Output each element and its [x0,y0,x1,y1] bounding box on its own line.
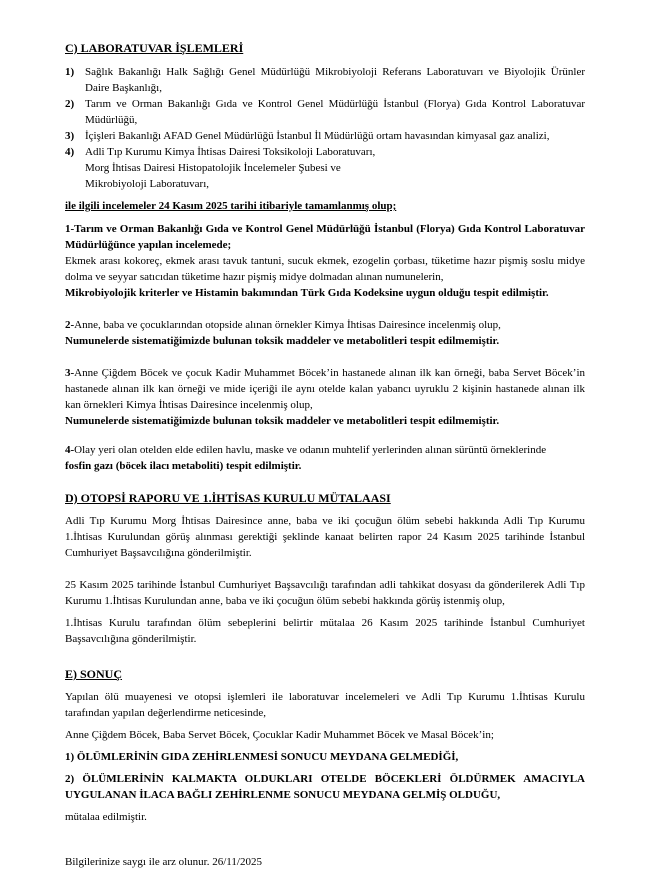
finding-4-result: fosfin gazı (böcek ilacı metaboliti) tespit edilmiştir. [65,460,302,472]
finding-1-body: Ekmek arası kokoreç, ekmek arası tavuk tantuni, sucuk ekmek, ezogelin çorbası, tüketime hazır pişmiş soslu midye dolma ve seyyar satıcıdan tüketime hazır pişmiş midye dolmadan alınan numunelerin, [65,255,585,283]
finding-3-body: 3-Anne Çiğdem Böcek ve çocuk Kadir Muhammet Böcek’in hastanede alınan ilk kan örneği, baba Servet Böcek’in hastanede alınan ilk kan örneği ve mide içeriği ile aynı otelde kalan yabancı uyruklu 2 kişinin hastanede alınan ilk kan örnekleri Kimya İhtisas Dairesince incelenmiş olup, [65,367,585,411]
completion-note: ile ilgili incelemeler 24 Kasım 2025 tarihi itibariyle tamamlanmış olup; [65,200,397,212]
finding-4-number: 4- [65,444,75,456]
list-item [65,64,585,96]
list-item [65,144,585,192]
laboratory-list [65,64,585,192]
finding-3-number: 3- [65,367,75,379]
list-item-line: Mikrobiyoloji Laboratuvarı, [85,178,210,190]
finding-4-body: 4-Olay yeri olan otelden elde edilen havlu, maske ve odanın muhtelif yerlerinden alınan sürüntü örneklerinde [65,444,547,456]
autopsy-paragraph-1: Adli Tıp Kurumu Morg İhtisas Dairesince anne, baba ve iki çocuğun ölüm sebebi hakkında Adli Tıp Kurumu 1.İhtisas Kurulundan görüş alınması gerektiği şeklinde kanaat belirten rapor 24 Kasım 2025 tarihinde İstanbul Cumhuriyet Başsavcılığına gönderilmiştir. [65,515,585,559]
list-item-number: 4) [65,146,75,158]
list-item-text: İçişleri Bakanlığı AFAD Genel Müdürlüğü İstanbul İl Müdürlüğü ortam havasından kimyasal gaz analizi, [85,130,550,142]
list-item-text: Tarım ve Orman Bakanlığı Gıda ve Kontrol Genel Müdürlüğü İstanbul (Florya) Gıda Kontrol Laboratuvar Müdürlüğü, [85,98,585,126]
finding-1-result: Mikrobiyolojik kriterler ve Histamin bakımından Türk Gıda Kodeksine uygun olduğu tespit edilmiştir. [65,287,549,299]
conclusion-subjects: Anne Çiğdem Böcek, Baba Servet Böcek, Çocuklar Kadir Muhammet Böcek ve Masal Böcek’in; [65,729,494,741]
section-d-heading: D) OTOPSİ RAPORU VE 1.İHTİSAS KURULU MÜTALAASI [65,491,391,505]
conclusion-line-2: 2) ÖLÜMLERİNİN KALMAKTA OLDUKLARI OTELDE BÖCEKLERİ ÖLDÜRMEK AMACIYLA UYGULANAN İLACA BAĞLI ZEHİRLENME SONUCU MEYDANA GELMİŞ OLDUĞU, [65,773,585,801]
finding-1-lead: 1-Tarım ve Orman Bakanlığı Gıda ve Kontrol Genel Müdürlüğü İstanbul (Florya) Gıda Kontrol Laboratuvar Müdürlüğünce yapılan incelemede; [65,223,585,251]
conclusion-line-1: 1) ÖLÜMLERİNİN GIDA ZEHİRLENMESİ SONUCU MEYDANA GELMEDİĞİ, [65,751,459,763]
finding-2-result: Numunelerde sistematiğimizde bulunan toksik maddeler ve metabolitleri tespit edilmemiştir. [65,335,500,347]
list-item-text: Sağlık Bakanlığı Halk Sağlığı Genel Müdürlüğü Mikrobiyoloji Referans Laboratuvarı ve Biyolojik Ürünler Daire Başkanlığı, [85,66,585,94]
finding-3-result: Numunelerde sistematiğimizde bulunan toksik maddeler ve metabolitleri tespit edilmemiştir. [65,415,500,427]
autopsy-paragraph-2: 25 Kasım 2025 tarihinde İstanbul Cumhuriyet Başsavcılığı tarafından adli tahkikat dosyası da gönderilerek Adli Tıp Kurumu 1.İhtisas Kurulundan anne, baba ve iki çocuğun ölüm sebebi hakkında görüş istenmiş olup, [65,579,585,607]
list-item-line: Morg İhtisas Dairesi Histopatolojik İncelemeler Şubesi ve [85,162,341,174]
list-item-number: 2) [65,98,75,110]
footer-note: Bilgilerinize saygı ile arz olunur. 26/11/2025 [65,856,262,868]
list-item-number: 1) [65,66,75,78]
list-item [65,96,585,128]
finding-2-body: 2-Anne, baba ve çocuklarından otopside alınan örnekler Kimya İhtisas Dairesince incelenmiş olup, [65,319,501,331]
section-e-heading: E) SONUÇ [65,667,123,681]
finding-2-number: 2- [65,319,75,331]
closing-note: mütalaa edilmiştir. [65,811,147,823]
list-item-number: 3) [65,130,75,142]
list-item-line: Adli Tıp Kurumu Kimya İhtisas Dairesi Toksikoloji Laboratuvarı, [85,146,376,158]
autopsy-paragraph-3: 1.İhtisas Kurulu tarafından ölüm sebeplerini belirtir mütalaa 26 Kasım 2025 tarihinde İstanbul Cumhuriyet Başsavcılığına gönderilmiştir. [65,617,585,645]
section-c-heading: C) LABORATUVAR İŞLEMLERİ [65,41,244,55]
list-item-text [85,144,585,192]
conclusion-intro: Yapılan ölü muayenesi ve otopsi işlemleri ile laboratuvar incelemeleri ve Adli Tıp Kurumu 1.İhtisas Kurulu tarafından yapılan değerlendirme neticesinde, [65,691,585,719]
list-item [65,128,585,144]
